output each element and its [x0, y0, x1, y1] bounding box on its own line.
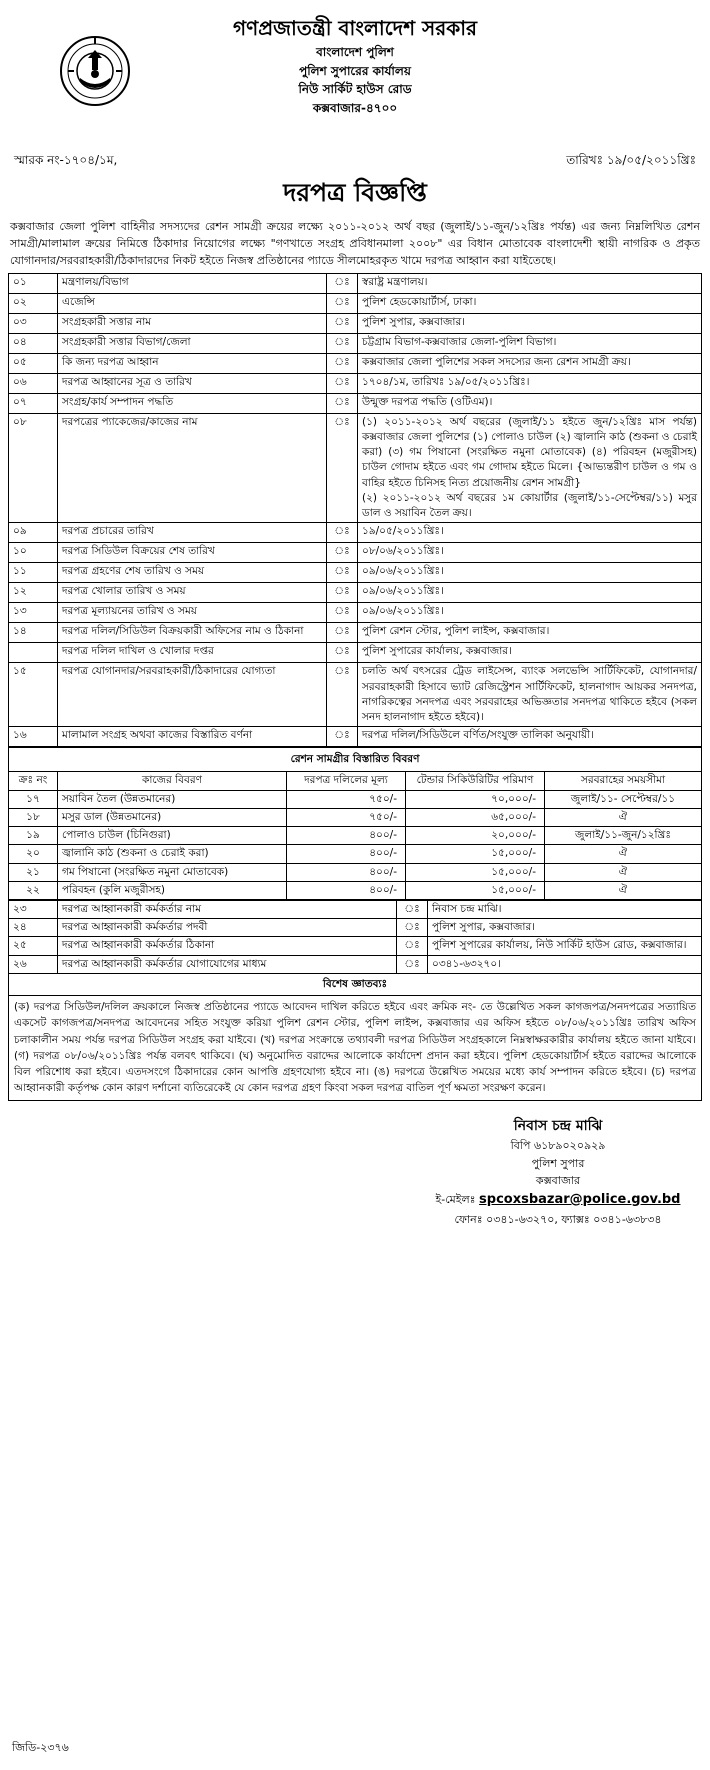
- row-label: সংগ্রহ/কার্য সম্পাদন পদ্ধতি: [58, 393, 327, 413]
- ration-security: ১৫,০০০/-: [406, 863, 545, 881]
- ration-serial: ২১: [9, 863, 58, 881]
- signatory-bp: বিপি ৬১৮৯০২০৯২৯: [510, 1139, 606, 1153]
- contact-phone: ফোনঃ ০৩৪১-৬৩২৭০, ফ্যাক্সঃ ০৩৪১-৬৩৮৩৪: [454, 1212, 662, 1226]
- ration-doc-price: ৭৫০/-: [287, 790, 406, 808]
- row-value-text-2: (২) ২০১১-২০১২ অর্থ বছরের ১ম কোয়ার্টার (জুলাই/১১-সেপ্টেম্বর/১১) মসুর ডাল ও সয়াবিন তৈল ক্রয়।: [362, 491, 697, 520]
- table-row: [9, 353, 702, 373]
- officer-row-number: ২৬: [9, 955, 58, 973]
- row-colon: ঃ: [327, 523, 358, 543]
- row-value: [358, 413, 702, 523]
- row-value-text: পুলিশ হেডকোয়ার্টার্স, ঢাকা।: [362, 295, 477, 308]
- ration-security: ১৫,০০০/-: [406, 881, 545, 899]
- table-row: [9, 623, 702, 643]
- ration-description: জ্বালানি কাঠ (শুকনা ও চেরাই করা): [58, 845, 287, 863]
- row-colon: ঃ: [327, 727, 358, 747]
- officer-row-colon: ঃ: [397, 900, 428, 918]
- row-value-text: ০৮/০৬/২০১১খ্রিঃ।: [362, 545, 444, 558]
- contact-email-line: [408, 1190, 708, 1211]
- header-line-city: কক্সবাজার-৪৭০০: [312, 100, 398, 115]
- row-value-text: পুলিশ সুপার, কক্সবাজার।: [362, 315, 465, 328]
- tender-info-table: [8, 273, 702, 747]
- officer-row-colon: ঃ: [397, 937, 428, 955]
- row-label: সংগ্রহকারী সত্তার বিভাগ/জেলা: [58, 333, 327, 353]
- ration-doc-price: ৭৫০/-: [287, 808, 406, 826]
- row-value: [358, 313, 702, 333]
- table-row: [9, 293, 702, 313]
- memo-row: [8, 152, 702, 169]
- row-value: [358, 543, 702, 563]
- table-row: [9, 663, 702, 727]
- table-row: [9, 393, 702, 413]
- row-number: ১৪: [9, 623, 58, 643]
- government-title: গণপ্রজাতন্ত্রী বাংলাদেশ সরকার: [233, 16, 477, 40]
- row-value-text: চট্টগ্রাম বিভাগ-কক্সবাজার জেলা-পুলিশ বিভাগ।: [362, 335, 557, 348]
- officer-row-value: নিবাস চন্দ্র মাঝি।: [428, 900, 702, 918]
- ration-period: ঐ: [545, 863, 702, 881]
- ration-row: [9, 808, 702, 826]
- row-number: ০৮: [9, 413, 58, 523]
- ration-serial: ১৮: [9, 808, 58, 826]
- row-number: ১৬: [9, 727, 58, 747]
- officer-row-label: দরপত্র আহ্বানকারী কর্মকর্তার যোগাযোগের মাধ্যম: [58, 955, 397, 973]
- signatory-designation: পুলিশ সুপার: [531, 1156, 585, 1170]
- row-value: [358, 273, 702, 293]
- row-label: দরপত্র মূল্যায়নের তারিখ ও সময়: [58, 603, 327, 623]
- gd-number: জিডি-২৩৭৬: [12, 1741, 69, 1755]
- table-row: [9, 273, 702, 293]
- row-number: ১১: [9, 563, 58, 583]
- header: [8, 14, 702, 152]
- officer-row-value: পুলিশ সুপারের কার্যালয়, নিউ সার্কিট হাউস রোড, কক্সবাজার।: [428, 937, 702, 955]
- ration-row: [9, 827, 702, 845]
- ration-period: ঐ: [545, 845, 702, 863]
- officer-row-number: ২৩: [9, 900, 58, 918]
- officer-row: [9, 919, 702, 937]
- col-header-period: সরবরাহের সময়সীমা: [545, 772, 702, 790]
- row-value-text: ০৯/০৬/২০১১খ্রিঃ।: [362, 565, 444, 578]
- ration-row: [9, 863, 702, 881]
- col-header-serial: ক্রঃ নং: [9, 772, 58, 790]
- row-number: ০৩: [9, 313, 58, 333]
- col-header-description: কাজের বিবরণ: [58, 772, 287, 790]
- memo-number: স্মারক নং-১৭০৪/১ম,: [14, 153, 118, 167]
- ration-doc-price: ৪০০/-: [287, 827, 406, 845]
- row-colon: ঃ: [327, 563, 358, 583]
- row-value: [358, 523, 702, 543]
- row-colon: ঃ: [327, 663, 358, 727]
- row-label: সংগ্রহকারী সত্তার নাম: [58, 313, 327, 333]
- signatory-place: কক্সবাজার: [535, 1174, 581, 1188]
- ration-description: পরিবহন (কুলি মজুরীসহ): [58, 881, 287, 899]
- ration-heading: রেশন সামগ্রীর বিস্তারিত বিবরণ: [9, 748, 702, 772]
- table-row: [9, 603, 702, 623]
- police-emblem-icon: [58, 34, 132, 108]
- row-value-text: ১৯/০৫/২০১১খ্রিঃ।: [362, 525, 444, 538]
- row-number: ০৭: [9, 393, 58, 413]
- officer-row-label: দরপত্র আহ্বানকারী কর্মকর্তার পদবী: [58, 919, 397, 937]
- row-colon: ঃ: [327, 413, 358, 523]
- ration-serial: ২২: [9, 881, 58, 899]
- officer-row-colon: ঃ: [397, 919, 428, 937]
- row-value-text: পুলিশ সুপারের কার্যালয়, কক্সবাজার।: [362, 645, 512, 658]
- ration-description: মসুর ডাল (উন্নতমানের): [58, 808, 287, 826]
- row-number: ১০: [9, 543, 58, 563]
- email-label: ই-মেইলঃ: [435, 1192, 476, 1206]
- row-number: ১২: [9, 583, 58, 603]
- signature-block: [408, 1115, 708, 1229]
- table-row: [9, 583, 702, 603]
- row-colon: ঃ: [327, 373, 358, 393]
- row-number: ০৬: [9, 373, 58, 393]
- ration-serial: ২০: [9, 845, 58, 863]
- row-value: [358, 727, 702, 747]
- row-value-text: উন্মুক্ত দরপত্র পদ্ধতি (ওটিএম)।: [362, 395, 493, 408]
- ration-period: ঐ: [545, 881, 702, 899]
- officer-row-number: ২৪: [9, 919, 58, 937]
- row-colon: ঃ: [327, 643, 358, 663]
- col-header-doc-price: দরপত্র দলিলের মূল্য: [287, 772, 406, 790]
- header-line-office: পুলিশ সুপারের কার্যালয়: [299, 63, 411, 78]
- special-notes-body: (ক) দরপত্র সিডিউল/দলিল ক্রয়কালে নিজস্ব প্রতিষ্ঠানের প্যাডে আবেদন দাখিল করিতে হইবে এবং ক্রমিক নং- তে উল্লেখিত সকল কাগজপত্র/সনদপত্রের সত্যায়িত একসেট কাগজপত্র/সনদপত্র আবেদনের সহিত সংযুক্ত করিয়া পুলিশ রেশন স্টোর, পুলিশ লাইন্স, কক্সবাজার এর অফিস হইতে ০৮/০৬/২০১১খ্রিঃ তারিখ অফিস চলাকালীন সময় পর্যন্ত দরপত্র সিডিউল সংগ্রহ করা যাইবে। (খ) দরপত্র সংক্রান্তে তথ্যাবলী দরপত্র সিডিউল সংগ্রহকালে নিম্নস্বাক্ষরকারীর কার্যালয় হইতে জানা যাইবে। (গ) দরপত্র ০৮/০৬/২০১১খ্রিঃ পর্যন্ত বলবৎ থাকিবে। (ঘ) অনুমোদিত বরাদ্দের আলোকে কার্যাদেশ প্রদান করা হইবে। পুলিশ হেডকোয়ার্টার্স হইতে বরাদ্দের আলোকে বিল পরিশোধ করা হইবে। এতদসংগে ঠিকাদারের কোন আপত্তি গ্রহণযোগ্য হইবে না। (ঙ) দরপত্রে উল্লেখিত সময়ের মধ্যে কার্য সম্পাদন করিতে হইবে। (চ) দরপত্র আহ্বানকারী কর্তৃপক্ষ কোন কারণ দর্শানো ব্যতিরেকেই যে কোন দরপত্র গ্রহণ কিংবা সকল দরপত্র বাতিল পূর্ণ ক্ষমতা সংরক্ষণ করেন।: [9, 996, 702, 1101]
- row-number: ০৯: [9, 523, 58, 543]
- row-value: [358, 333, 702, 353]
- row-value: [358, 293, 702, 313]
- row-value: [358, 643, 702, 663]
- row-label: মন্ত্রণালয়/বিভাগ: [58, 273, 327, 293]
- officer-info-table: [8, 900, 702, 1101]
- row-value-text: চলতি অর্থ বৎসরের ট্রেড লাইসেন্স, ব্যাংক সলভেন্সি সার্টিফিকেট, যোগানদার/সরবরাহকারী হিসাবে ভ্যাট রেজিস্ট্রেশন সার্টিফিকেট, হালনাগাদ আয়কর সনদপত্র, নাগরিকত্বের সনদপত্র এবং সরবরাহের অভিজ্ঞতার সনদপত্র থাকিতে হইবে (সকল সনদ হালনাগাদ হইতে হইবে)।: [362, 665, 697, 723]
- table-row: [9, 373, 702, 393]
- header-line-police: বাংলাদেশ পুলিশ: [316, 45, 394, 59]
- officer-row: [9, 900, 702, 918]
- row-colon: ঃ: [327, 393, 358, 413]
- row-value: [358, 353, 702, 373]
- ration-row: [9, 845, 702, 863]
- ration-serial: ১৯: [9, 827, 58, 845]
- signatory-name: নিবাস চন্দ্র মাঝি: [513, 1117, 603, 1134]
- officer-row-label: দরপত্র আহ্বানকারী কর্মকর্তার নাম: [58, 900, 397, 918]
- row-label: এজেন্সি: [58, 293, 327, 313]
- ration-period: ঐ: [545, 808, 702, 826]
- row-colon: ঃ: [327, 543, 358, 563]
- row-label: দরপত্র খোলার তারিখ ও সময়: [58, 583, 327, 603]
- officer-row: [9, 955, 702, 973]
- table-row: [9, 643, 702, 663]
- row-value: [358, 583, 702, 603]
- row-label: দরপত্র যোগানদার/সরবরাহকারী/ঠিকাদারের যোগ্যতা: [58, 663, 327, 727]
- row-label: দরপত্র গ্রহণের শেষ তারিখ ও সময়: [58, 563, 327, 583]
- officer-row-value: ০৩৪১-৬৩২৭০।: [428, 955, 702, 973]
- ration-details-table: [8, 747, 702, 900]
- row-value-text: ০৯/০৬/২০১১খ্রিঃ।: [362, 605, 444, 618]
- officer-row-number: ২৫: [9, 937, 58, 955]
- intro-paragraph: কক্সবাজার জেলা পুলিশ বাহিনীর সদস্যদের রেশন সামগ্রী ক্রয়ের লক্ষ্যে ২০১১-২০১২ অর্থ বছর (জুলাই/১১-জুন/১২খ্রিঃ পর্যন্ত) এর জন্য নিম্নলিখিত রেশন সামগ্রী/মালামাল ক্রয়ের নিমিত্তে ঠিকাদার নিয়োগের লক্ষ্যে "গণখাতে সংগ্রহ প্রবিধানমালা ২০০৮" এর বিধান মোতাবেক বাংলাদেশী স্থায়ী নাগরিক ও প্রকৃত যোগানদার/সরবরাহকারী/ঠিকাদারদের নিকট হইতে নিজস্ব প্রতিষ্ঠানের প্যাডে সীলমোহরকৃত খামে দরপত্র আহ্বান করা যাইতেছে।: [10, 219, 700, 267]
- notice-title: দরপত্র বিজ্ঞপ্তি: [283, 178, 427, 208]
- row-number: ০২: [9, 293, 58, 313]
- officer-row-label: দরপত্র আহ্বানকারী কর্মকর্তার ঠিকানা: [58, 937, 397, 955]
- table-row: [9, 543, 702, 563]
- row-number: ১৫: [9, 663, 58, 727]
- row-colon: ঃ: [327, 583, 358, 603]
- row-value-text: ১৭০৪/১ম, তারিখঃ ১৯/০৫/২০১১খ্রিঃ।: [362, 375, 530, 388]
- row-value: [358, 393, 702, 413]
- row-label: দরপত্র দলিল/সিডিউল বিক্রয়কারী অফিসের নাম ও ঠিকানা: [58, 623, 327, 643]
- table-row: [9, 313, 702, 333]
- row-value-text: পুলিশ রেশন স্টোর, পুলিশ লাইন্স, কক্সবাজার।: [362, 625, 550, 638]
- row-label: দরপত্র সিডিউল বিক্রয়ের শেষ তারিখ: [58, 543, 327, 563]
- ration-doc-price: ৪০০/-: [287, 881, 406, 899]
- row-colon: ঃ: [327, 603, 358, 623]
- row-label: দরপত্র দলিল দাখিল ও খোলার দপ্তর: [58, 643, 327, 663]
- table-row: [9, 413, 702, 523]
- ration-security: ১৫,০০০/-: [406, 845, 545, 863]
- row-label: মালামাল সংগ্রহ অথবা কাজের বিস্তারিত বর্ণনা: [58, 727, 327, 747]
- row-colon: ঃ: [327, 353, 358, 373]
- officer-row-colon: ঃ: [397, 955, 428, 973]
- ration-doc-price: ৪০০/-: [287, 863, 406, 881]
- row-value-text: কক্সবাজার জেলা পুলিশের সকল সদস্যের জন্য রেশন সামগ্রী ক্রয়।: [362, 355, 631, 368]
- special-notes-heading: বিশেষ জ্ঞাতব্যঃ: [9, 973, 702, 995]
- row-colon: ঃ: [327, 333, 358, 353]
- ration-doc-price: ৪০০/-: [287, 845, 406, 863]
- row-label: দরপত্রের প্যাকেজের/কাজের নাম: [58, 413, 327, 523]
- row-value: [358, 373, 702, 393]
- row-value: [358, 603, 702, 623]
- ration-description: সয়াবিন তৈল (উন্নতমানের): [58, 790, 287, 808]
- ration-period: জুলাই/১১-জুন/১২খ্রিঃ: [545, 827, 702, 845]
- ration-description: গম পিষানো (সংরক্ষিত নমুনা মোতাবেক): [58, 863, 287, 881]
- row-number: ০১: [9, 273, 58, 293]
- row-colon: ঃ: [327, 623, 358, 643]
- row-value-text: (১) ২০১১-২০১২ অর্থ বছরের (জুলাই/১১ হইতে জুন/১২খ্রিঃ মাস পর্যন্ত) কক্সবাজার জেলা পুলিশের (১) পোলাও চাউল (২) জ্বালানি কাঠ (শুকনা ও চেরাই করা) (৩) গম পিষানো (সংরক্ষিত নমুনা মোতাবেক) (৪) পরিবহন (মজুরীসহ) চাউল গোদাম হইতে এবং গম গোদাম হইতে মিলে। {আভ্যন্তরীণ চাউল ও গম ও বাহির হইতে চিনিসহ নিত্য প্রয়োজনীয় রেশন সামগ্রী}: [362, 415, 697, 489]
- header-line-road: নিউ সার্কিট হাউস রোড: [298, 82, 412, 97]
- memo-date: তারিখঃ ১৯/০৫/২০১১খ্রিঃ: [566, 153, 696, 167]
- ration-security: ৭০,০০০/-: [406, 790, 545, 808]
- row-colon: ঃ: [327, 313, 358, 333]
- officer-row: [9, 937, 702, 955]
- ration-period: জুলাই/১১- সেপ্টেম্বর/১১: [545, 790, 702, 808]
- row-value: [358, 663, 702, 727]
- row-value-text: দরপত্র দলিল/সিডিউলে বর্ণিত/সংযুক্ত তালিকা অনুযায়ী।: [362, 729, 594, 742]
- row-number: [9, 643, 58, 663]
- row-colon: ঃ: [327, 293, 358, 313]
- row-number: ০৪: [9, 333, 58, 353]
- table-row: [9, 563, 702, 583]
- row-label: দরপত্র আহ্বানের সূত্র ও তারিখ: [58, 373, 327, 393]
- table-row: [9, 333, 702, 353]
- row-value-text: স্বরাষ্ট্র মন্ত্রণালয়।: [362, 275, 428, 288]
- email-link[interactable]: spcoxsbazar@police.gov.bd: [479, 1191, 681, 1207]
- row-colon: ঃ: [327, 273, 358, 293]
- row-number: ১৩: [9, 603, 58, 623]
- ration-serial: ১৭: [9, 790, 58, 808]
- row-number: ০৫: [9, 353, 58, 373]
- row-value-text: ০৯/০৬/২০১১খ্রিঃ।: [362, 585, 444, 598]
- ration-description: পোলাও চাউল (চিনিগুরা): [58, 827, 287, 845]
- officer-row-value: পুলিশ সুপার, কক্সবাজার।: [428, 919, 702, 937]
- row-label: কি জন্য দরপত্র আহ্বান: [58, 353, 327, 373]
- table-row: [9, 523, 702, 543]
- ration-row: [9, 790, 702, 808]
- col-header-security: টেন্ডার সিকিউরিটির পরিমাণ: [406, 772, 545, 790]
- row-label: দরপত্র প্রচারের তারিখ: [58, 523, 327, 543]
- table-row: [9, 727, 702, 747]
- row-value: [358, 563, 702, 583]
- ration-row: [9, 881, 702, 899]
- ration-security: ২০,০০০/-: [406, 827, 545, 845]
- ration-security: ৬৫,০০০/-: [406, 808, 545, 826]
- row-value: [358, 623, 702, 643]
